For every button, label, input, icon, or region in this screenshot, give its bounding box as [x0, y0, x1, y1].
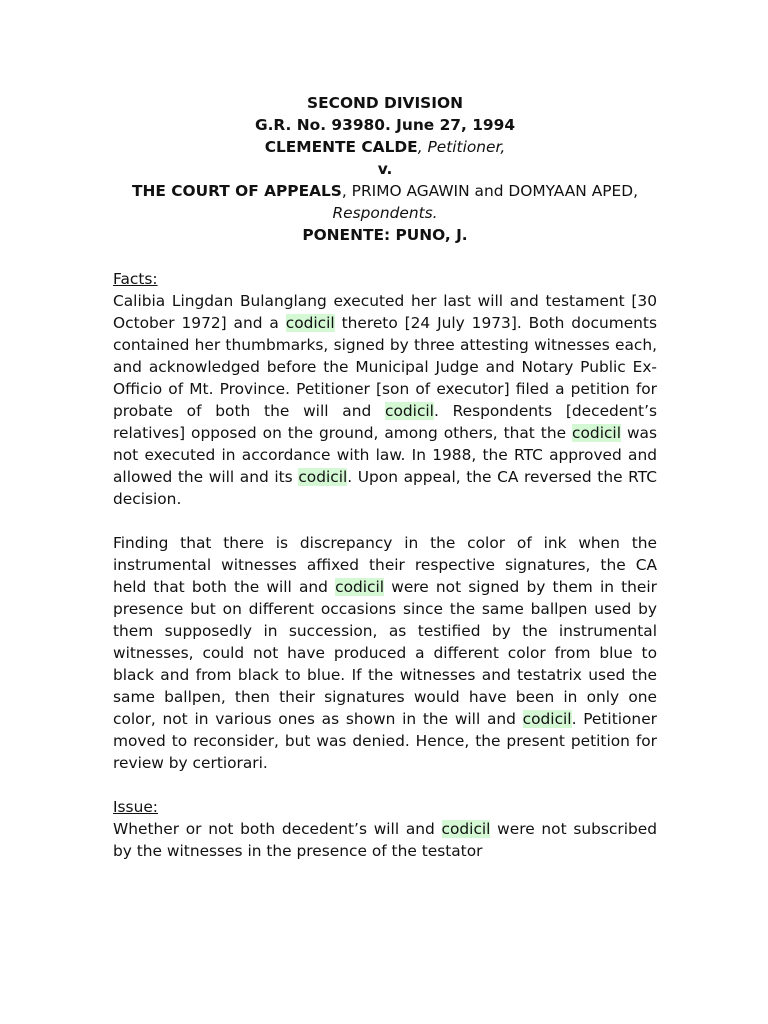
- facts-paragraph-2: [113, 532, 657, 774]
- petitioner-name: CLEMENTE CALDE: [264, 138, 418, 156]
- text-run: Whether or not both decedent’s will and: [113, 820, 442, 838]
- respondent-role: Respondents.: [332, 204, 438, 222]
- division-title: SECOND DIVISION: [307, 94, 463, 112]
- highlighted-term: codicil: [572, 424, 621, 442]
- spacer: [113, 774, 657, 796]
- highlighted-term: codicil: [298, 468, 348, 486]
- highlighted-term: codicil: [385, 402, 434, 420]
- text-run: . Upon appeal, the CA reversed the RTC decision.: [113, 468, 657, 508]
- versus-label: v.: [377, 160, 393, 178]
- highlighted-term: codicil: [441, 820, 491, 838]
- petitioner-role: , Petitioner,: [417, 138, 506, 156]
- issue-paragraph-1: [113, 818, 657, 862]
- document-page: [113, 92, 657, 862]
- highlighted-term: codicil: [335, 578, 385, 596]
- case-number-date: G.R. No. 93980. June 27, 1994: [254, 116, 516, 134]
- facts-heading: Facts:: [113, 270, 158, 288]
- highlighted-term: codicil: [522, 710, 572, 728]
- text-run: Finding that there is discrepancy in the color of ink when the instrumental witnesses affixed their respective signatures, the CA held that both the will and: [113, 534, 657, 596]
- respondent-line: [113, 180, 657, 224]
- text-run: thereto [24 July 1973]. Both documents contained her thumbmarks, signed by three attesting witnesses each, and acknowledged before the Municipal Judge and Notary Public Ex-Officio of Mt. Province. Petitioner [son of executor] filed a petition for probate of both the will and: [113, 314, 657, 420]
- respondent-court: THE COURT OF APPEALS: [132, 182, 342, 200]
- text-run: . Petitioner moved to reconsider, but was denied. Hence, the present petition for review by certiorari.: [113, 710, 657, 772]
- spacer: [113, 510, 657, 532]
- ponente-line: PONENTE: PUNO, J.: [302, 226, 468, 244]
- text-run: was not executed in accordance with law. In 1988, the RTC approved and allowed the will and its: [113, 424, 657, 486]
- issue-heading: Issue:: [113, 798, 158, 816]
- text-run: Calibia Lingdan Bulanglang executed her last will and testament [30 October 1972] and a: [113, 292, 657, 332]
- facts-paragraph-1: [113, 290, 657, 510]
- petitioner-line: [113, 136, 657, 158]
- respondent-others: , PRIMO AGAWIN and DOMYAAN APED,: [341, 182, 638, 200]
- highlighted-term: codicil: [285, 314, 335, 332]
- text-run: . Respondents [decedent’s relatives] opposed on the ground, among others, that the: [113, 402, 657, 442]
- spacer: [113, 246, 657, 268]
- text-run: were not signed by them in their presence but on different occasions since the same ballpen used by them supposedly in succession, as testified by the instrumental witnesses, could not have produced a different color from blue to black and from black to blue. If the witnesses and testatrix used the same ballpen, then their signatures would have been in only one color, not in various ones as shown in the will and: [113, 578, 658, 728]
- text-run: were not subscribed by the witnesses in the presence of the testator: [113, 820, 657, 860]
